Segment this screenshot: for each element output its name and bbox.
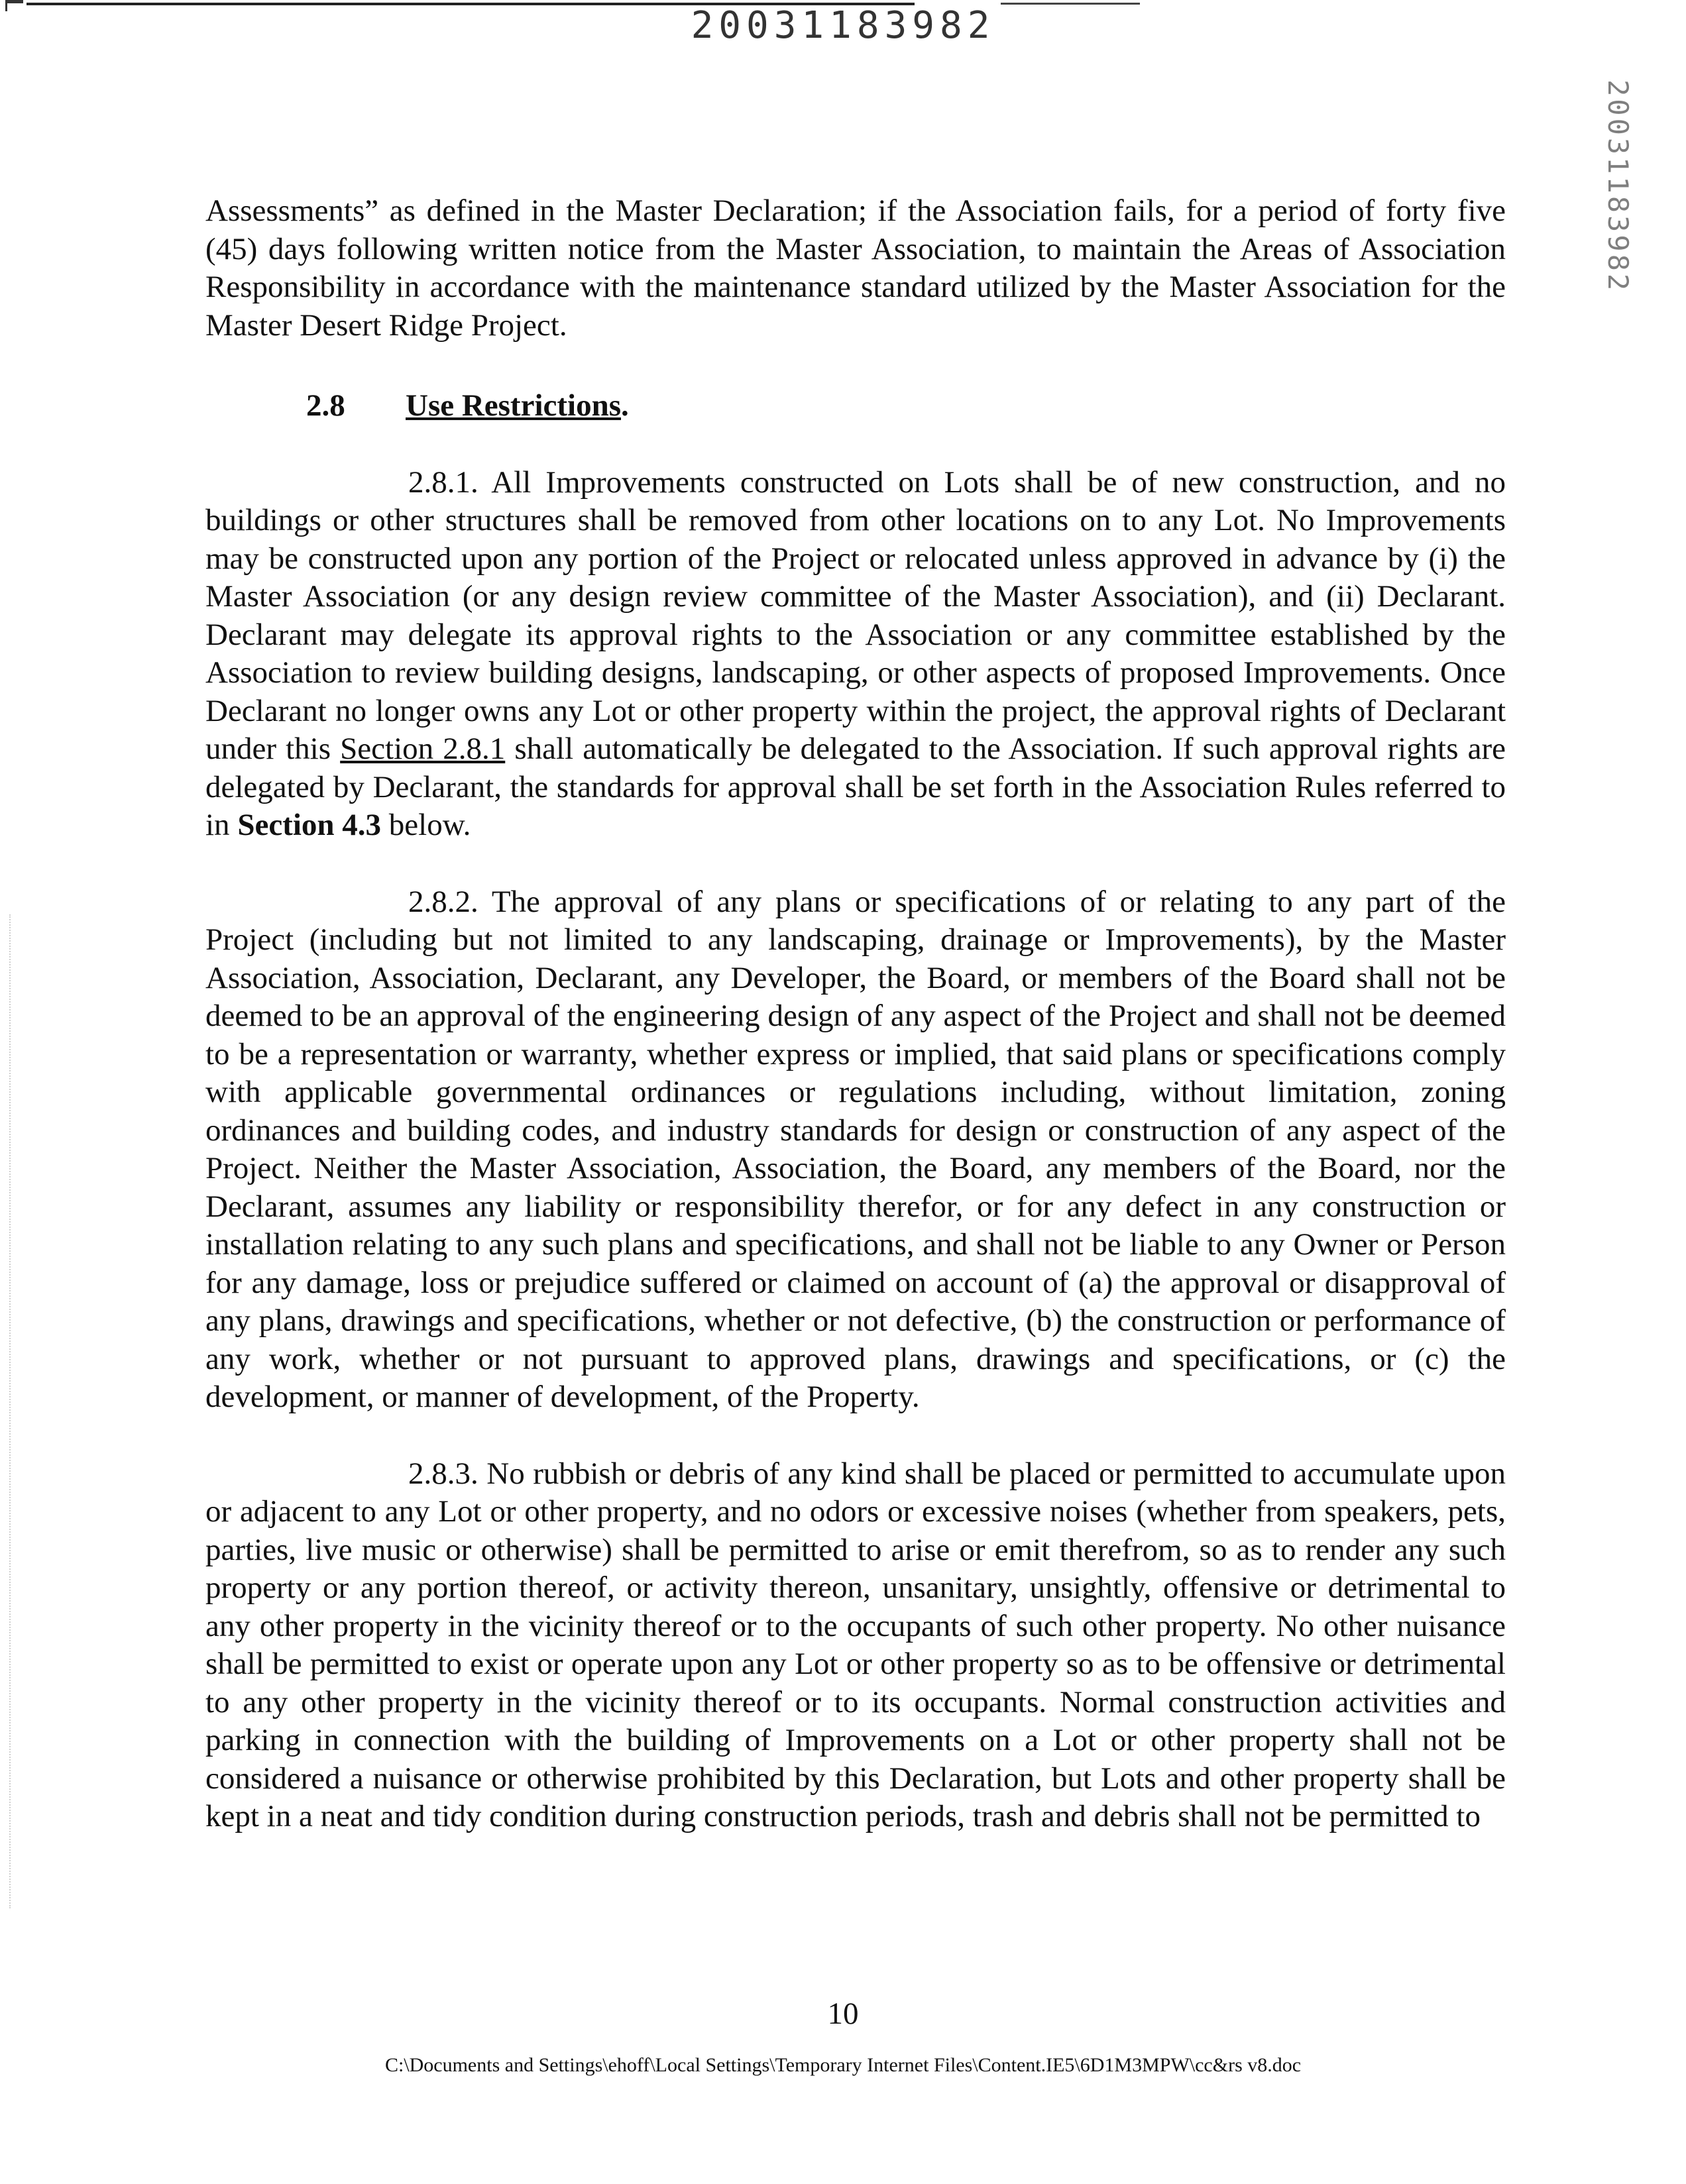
paragraph-continuation: Assessments” as defined in the Master Declaration; if the Association fails, for a period of forty five (45) days following written notice from the Master Association, to maintain the Areas of Association Responsibility in accordance with the maintenance standard utilized by the Master Association for the Master Desert Ridge Project. [205,193,1506,343]
paragraph-2-8-3: 2.8.3. No rubbish or debris of any kind shall be placed or permitted to accumulate upon or adjacent to any Lot or other property, and no odors or excessive noises (whether from speakers, pets, parties, live music or otherwise) shall be permitted to arise or emit therefrom, so as to render any such property or any portion thereof, or activity thereon, unsanitary, unsightly, offensive or detrimental to any other property in the vicinity thereof or to the occupants of such other property. No other nuisance shall be permitted to exist or operate upon any Lot or other property so as to be offensive or detrimental to any other property in the vicinity thereof or to its occupants. Normal construction activities and parking in connection with the building of Improvements on a Lot or other property shall not be considered a nuisance or otherwise prohibited by this Declaration, but Lots and other property shall be kept in a neat and tidy condition during construction periods, trash and debris shall not be permitted to [205,1456,1506,1833]
paragraph-text: 2.8.1. All Improvements constructed on Lots shall be of new construction, and no buildings or other structures shall be removed from other locations on to any Lot. No Improvements may be constructed upon any portion of the Project or relocated unless approved in advance by (i) the Master Association (or any design review committee of the Master Association), and (ii) Declarant. Declarant may delegate its approval rights to the Association or any committee established by the Association to review building designs, landscaping, or other aspects of proposed Improvements. Once Declarant no longer owns any Lot or other property within the project, the approval rights of Declarant under this [205,464,1506,766]
scan-edge-artifact [9,914,15,1908]
section-reference-2-8-1: Section 2.8.1 [340,732,506,766]
document-number: 20031183982 [691,4,995,47]
section-heading [306,387,1506,425]
section-number: 2.8 [306,388,345,423]
section-title-period: . [621,388,629,423]
paragraph-text: shall automatically be delegated to the Association. If such approval rights are delegated by Declarant, the standards for approval shall be set forth in the Association Rules referred to in [205,732,1506,842]
paragraph-2-8-1 [205,464,1506,845]
paragraph-2-8-2: 2.8.2. The approval of any plans or specifications of or relating to any part of the Project (including but not limited to any landscaping, drainage or Improvements), by the Master Association, Association, Declarant, any Developer, the Board, or members of the Board shall not be deemed to be an approval of the engineering design of any aspect of the Project and shall not be deemed to be a representation or warranty, whether express or implied, that said plans or specifications comply with applicable governmental ordinances or regulations including, without limitation, zoning ordinances and building codes, and industry standards for design or construction of any aspect of the Project. Neither the Master Association, Association, the Board, any members of the Board, nor the Declarant, assumes any liability or responsibility therefor, or for any defect in any construction or installation relating to any such plans and specifications, and shall not be liable to any Owner or Person for any damage, loss or prejudice suffered or claimed on account of (a) the approval or disapproval of any plans, drawings and specifications, whether or not defective, (b) the construction or performance of any work, whether or not pursuant to approved plans, drawings and specifications, or (c) the development, or manner of development, of the Property. [205,884,1506,1414]
footer-file-path: C:\Documents and Settings\ehoff\Local Settings\Temporary Internet Files\Content.IE5\6D1M3MPW\cc&rs v8.doc [384,2054,1302,2076]
paragraph-text: below. [381,808,471,842]
document-body [205,192,1506,1875]
section-title: Use Restrictions [406,388,622,423]
section-reference-4-3: Section 4.3 [237,808,382,842]
side-stamp: 20031183982 [1602,80,1634,294]
page-number: 10 [827,1996,859,2031]
